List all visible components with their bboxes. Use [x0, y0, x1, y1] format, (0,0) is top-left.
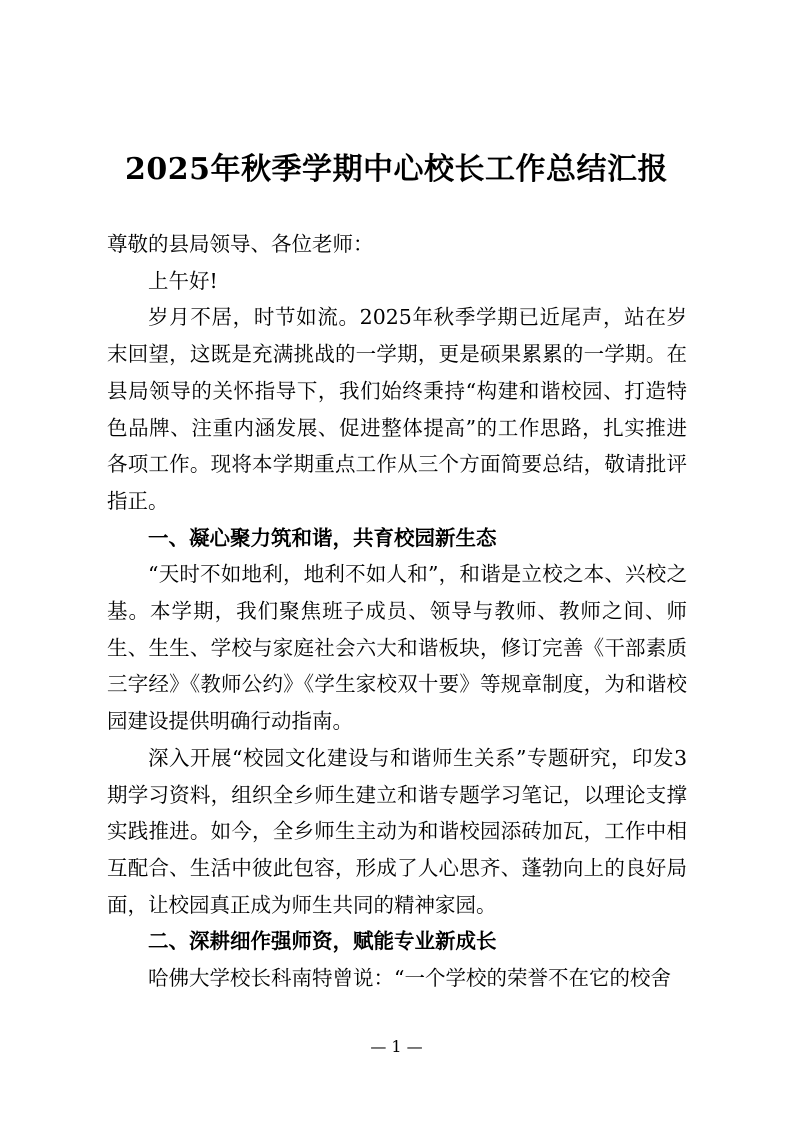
section-heading-2: 二、深耕细作强师资，赋能专业新成长 — [148, 929, 497, 954]
greeting: 上午好! — [148, 268, 218, 293]
document-body — [107, 226, 687, 997]
salutation: 尊敬的县局领导、各位老师： — [107, 232, 374, 256]
section2-paragraph-1: 哈佛大学校长科南特曾说：“一个学校的荣誉不在它的校舍 — [148, 966, 671, 991]
page-number: — 1 — — [370, 1037, 423, 1056]
section-heading-1: 一、凝心聚力筑和谐，共育校园新生态 — [148, 525, 497, 550]
document-title: 2025年秋季学期中心校长工作总结汇报 — [125, 152, 668, 187]
section1-paragraph-1: “天时不如地利，地利不如人和”，和谐是立校之本、兴校之基。本学期，我们聚焦班子成员、领导与教师、教师之间、师生、生生、学校与家庭社会六大和谐板块，修订完善《干部素质三字经》《教师公约》《学生家校双十要》等规章制度，为和谐校园建设提供明确行动指南。 — [107, 562, 687, 734]
section1-paragraph-2: 深入开展“校园文化建设与和谐师生关系”专题研究，印发3期学习资料，组织全乡师生建立和谐专题学习笔记，以理论支撑实践推进。如今，全乡师生主动为和谐校园添砖加瓦，工作中相互配合、生活中彼此包容，形成了人心思齐、蓬勃向上的良好局面，让校园真正成为师生共同的精神家园。 — [107, 745, 687, 917]
intro-paragraph: 岁月不居，时节如流。2025年秋季学期已近尾声，站在岁末回望，这既是充满挑战的一学期，更是硕果累累的一学期。在县局领导的关怀指导下，我们始终秉持“构建和谐校园、打造特色品牌、注重内涵发展、促进整体提高”的工作思路，扎实推进各项工作。现将本学期重点工作从三个方面简要总结，敬请批评指正。 — [107, 305, 687, 513]
